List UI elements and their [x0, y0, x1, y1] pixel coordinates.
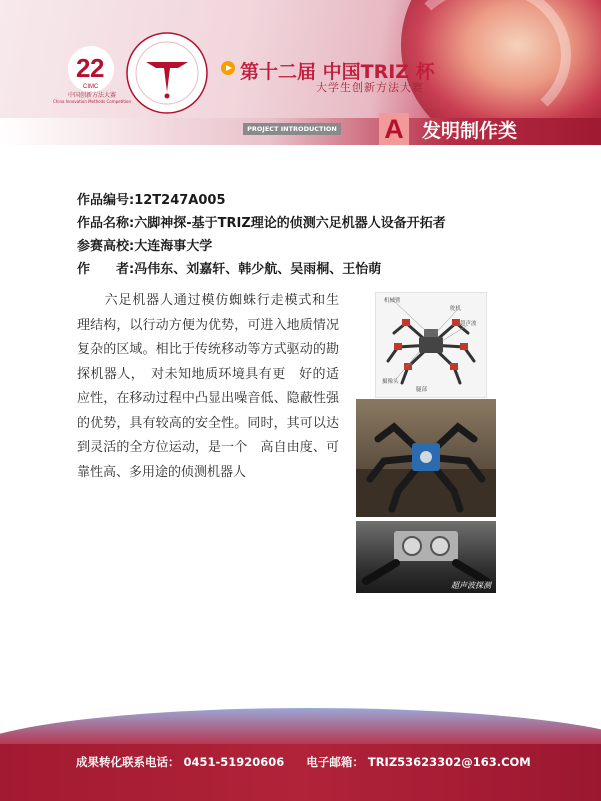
- svg-text:CIMC: CIMC: [83, 84, 99, 90]
- authors: 作 者:冯伟东、刘嘉轩、韩少航、吴雨桐、王怡萌: [77, 262, 382, 277]
- category-title: 发明制作类: [422, 120, 518, 142]
- email-value: TRIZ53623302@163.COM: [367, 755, 531, 769]
- competition-subtitle: 大学生创新方法大赛: [316, 81, 424, 94]
- svg-text:2: 2: [90, 53, 105, 83]
- triz-cup-emblem: [124, 30, 210, 116]
- project-description: 六足机器人通过模仿蜘蛛行走模式和生 理结构，以行动方便为优势，可进入地质情况复杂的区域。相比于传统移动等方式驱动的勘探机器人， 对未知地质环境具有更 好的适应性，在移动过程中凸显出噪音低、隐蔽性强的优势，具有较高的安全性。同时，其可以达到灵活的全方位运动，是一个 高自由度、可靠性高、多用途的侦测机器人: [77, 293, 353, 480]
- school: 参赛高校:大连海事大学: [77, 239, 213, 254]
- category-letter-badge: A: [379, 113, 409, 145]
- header-banner: [0, 0, 601, 145]
- svg-text:2: 2: [76, 53, 91, 83]
- phone-value: 0451-51920606: [183, 755, 285, 769]
- robot-photo-topview: [356, 399, 496, 517]
- project-name: 作品名称:六脚神探-基于TRIZ理论的侦测六足机器人设备开拓者: [77, 216, 446, 231]
- project-intro-tag: PROJECT INTRODUCTION: [243, 123, 341, 135]
- phone-label: 成果转化联系电话：: [76, 755, 180, 769]
- play-icon: [221, 61, 235, 75]
- competition-title: 第十二届 中国TRIZ 杯: [240, 61, 435, 83]
- contact-line: [76, 754, 531, 770]
- email-label: 电子邮箱：: [306, 755, 364, 769]
- footer-base: [0, 744, 601, 801]
- hexapod-photo-icon: [356, 399, 496, 517]
- cimc-logo: [66, 44, 116, 94]
- project-number: 作品编号:12T247A005: [77, 193, 226, 208]
- robot-diagram-photo: 机械臂 舵机 超声波 摄像头 腿部: [375, 292, 487, 398]
- cimc-logo-caption: 中国创新方法大赛 China Innovation Methods Competition: [53, 92, 131, 104]
- ultrasonic-label: 超声波探测: [451, 581, 491, 590]
